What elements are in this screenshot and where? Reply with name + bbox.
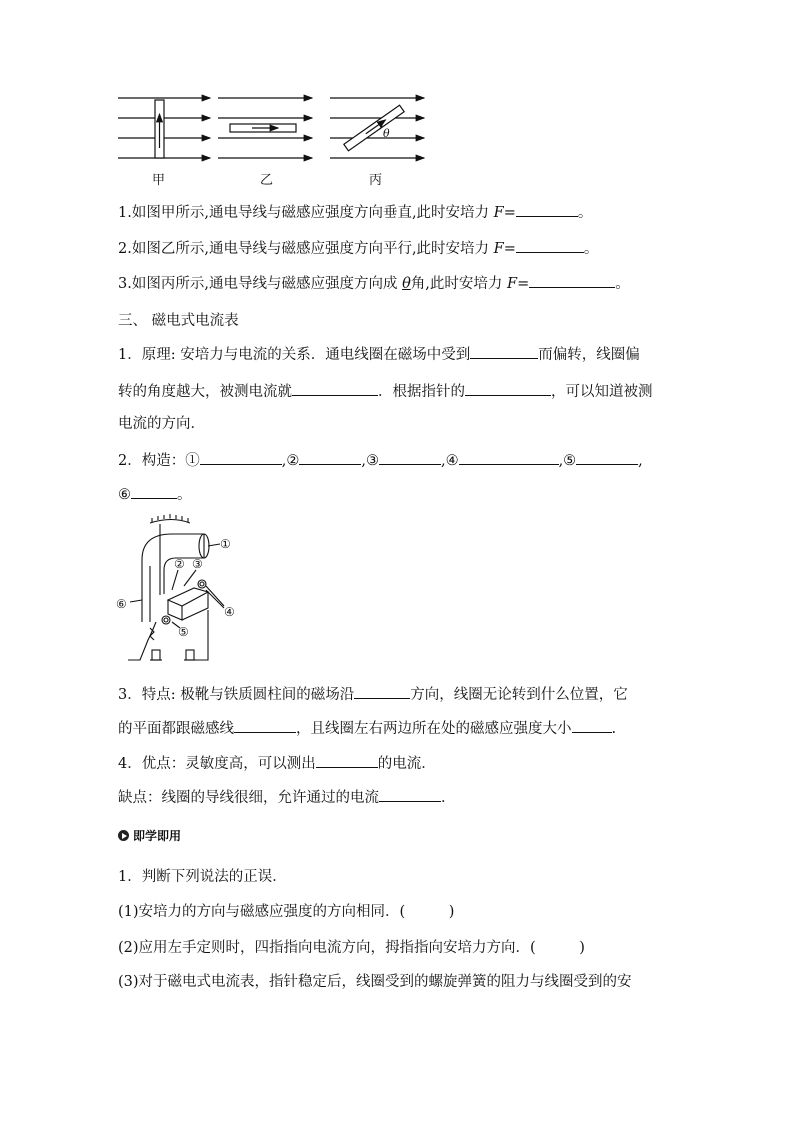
comma-4: ,	[558, 453, 564, 469]
construction-blank-5[interactable]	[576, 449, 638, 465]
circled-5: ⑤	[563, 453, 577, 469]
advantage-text-b: 的电流．	[377, 756, 436, 772]
principle-blank-1[interactable]	[470, 343, 538, 359]
construction-blank-6[interactable]	[131, 483, 177, 499]
statement-1: (1)安培力的方向与磁感应强度的方向相同．( )	[118, 904, 455, 920]
statement-2: (2)应用左手定则时，四指指向电流方向，拇指指向安培力方向．( )	[118, 940, 585, 956]
label-5: ⑤	[178, 625, 189, 639]
q2-blank[interactable]	[516, 237, 584, 253]
force-question-2	[118, 237, 598, 259]
principle-line-2	[118, 380, 653, 402]
play-icon	[118, 830, 129, 841]
label-jia: 甲	[152, 173, 166, 188]
feature-line-1	[118, 683, 628, 705]
feature-blank-1[interactable]	[354, 683, 410, 699]
construction-blank-4[interactable]	[459, 449, 559, 465]
disadvantage-text-a: 缺点：线圈的导线很细，允许通过的电流	[118, 790, 379, 806]
construction-blank-2[interactable]	[299, 449, 361, 465]
principle-blank-2[interactable]	[292, 380, 378, 396]
diagram-yi	[218, 98, 312, 158]
theta-label: θ	[383, 127, 390, 140]
advantage-line	[118, 752, 436, 774]
feature-text-a: 3．特点: 极靴与铁质圆柱间的磁场沿	[118, 687, 355, 703]
circled-3: ③	[365, 453, 379, 469]
principle-text-b: 而偏转，线圈偏	[538, 347, 640, 363]
principle-text-c: 转的角度越大，被测电流就	[118, 384, 292, 400]
q3-theta: θ	[402, 276, 411, 292]
principle-line-1	[118, 343, 640, 365]
disadvantage-text-b: ．	[441, 790, 456, 806]
construction-line-1	[118, 449, 643, 471]
practice-tag	[118, 827, 181, 844]
feature-text-d: ，且线圈左右两边所在处的磁感应强度大小	[296, 721, 572, 737]
comma-1: ,	[281, 453, 287, 469]
galvanometer-diagram	[112, 510, 252, 670]
practice-tag-label: 即学即用	[133, 829, 182, 843]
label-2: ②	[174, 557, 185, 571]
force-question-1	[118, 201, 592, 223]
feature-line-2	[118, 717, 616, 739]
q3-end: 。	[615, 276, 630, 292]
feature-blank-3[interactable]	[572, 717, 612, 733]
principle-text-e: ，可以知道被测	[551, 384, 653, 400]
force-question-3	[118, 272, 630, 294]
diagram-jia	[118, 98, 210, 158]
comma-2: ,	[361, 453, 366, 469]
construction-blank-1[interactable]	[200, 449, 282, 465]
q3-formula: F=	[507, 276, 530, 292]
circled-4: ④	[445, 453, 459, 469]
q1-text: 1.如图甲所示,通电导线与磁感应强度方向垂直,此时安培力	[118, 205, 494, 221]
comma-5: ,	[638, 453, 643, 469]
label-1: ①	[220, 537, 231, 551]
feature-text-c: 的平面都跟磁感线	[118, 721, 234, 737]
q3-blank[interactable]	[529, 272, 615, 288]
q1-blank[interactable]	[516, 201, 578, 217]
circled-2: ②	[286, 453, 300, 469]
q2-end: 。	[583, 241, 599, 257]
construction-label: 2．构造：	[118, 453, 186, 469]
label-3: ③	[192, 557, 203, 571]
comma-3: ,	[440, 453, 446, 469]
q1-end: 。	[577, 205, 593, 221]
q3-mid: 角,此时安培力	[410, 276, 508, 292]
disadvantage-blank[interactable]	[379, 786, 441, 802]
statement-3: (3)对于磁电式电流表，指针稳定后，线圈受到的螺旋弹簧的阻力与线圈受到的安	[118, 974, 632, 990]
advantage-text-a: 4．优点：灵敏度高，可以测出	[118, 756, 316, 772]
practice-question-1: 1．判断下列说法的正误．	[118, 869, 287, 885]
principle-text-f: 电流的方向．	[118, 416, 205, 432]
advantage-blank[interactable]	[316, 752, 378, 768]
circled-6: ⑥	[118, 487, 131, 503]
q2-formula: F=	[493, 241, 516, 257]
construction-blank-3[interactable]	[379, 449, 441, 465]
disadvantage-line	[118, 786, 456, 808]
feature-text-b: 方向，线圈无论转到什么位置，它	[410, 687, 628, 703]
construction-end: 。	[177, 487, 192, 503]
section-heading: 三、 磁电式电流表	[118, 313, 239, 329]
q2-text: 2.如图乙所示,通电导线与磁感应强度方向平行,此时安培力	[118, 241, 494, 257]
construction-line-2	[118, 483, 192, 505]
label-bing: 丙	[369, 173, 383, 188]
q1-formula: F=	[493, 205, 516, 221]
label-6: ⑥	[116, 597, 127, 611]
q3-text: 3.如图丙所示,通电导线与磁感应强度方向成	[118, 276, 403, 292]
principle-text-d: ．根据指针的	[378, 384, 465, 400]
principle-text-a: 1．原理: 安培力与电流的关系．通电线圈在磁场中受到	[118, 347, 471, 363]
feature-blank-2[interactable]	[234, 717, 296, 733]
label-4: ④	[224, 605, 235, 619]
principle-blank-3[interactable]	[465, 380, 551, 396]
feature-text-e: .	[611, 721, 617, 737]
principle-line-3	[118, 414, 205, 434]
label-yi: 乙	[260, 173, 274, 188]
field-diagrams-figure	[112, 88, 442, 193]
diagram-bing	[330, 98, 424, 158]
circled-1: ①	[185, 453, 200, 469]
